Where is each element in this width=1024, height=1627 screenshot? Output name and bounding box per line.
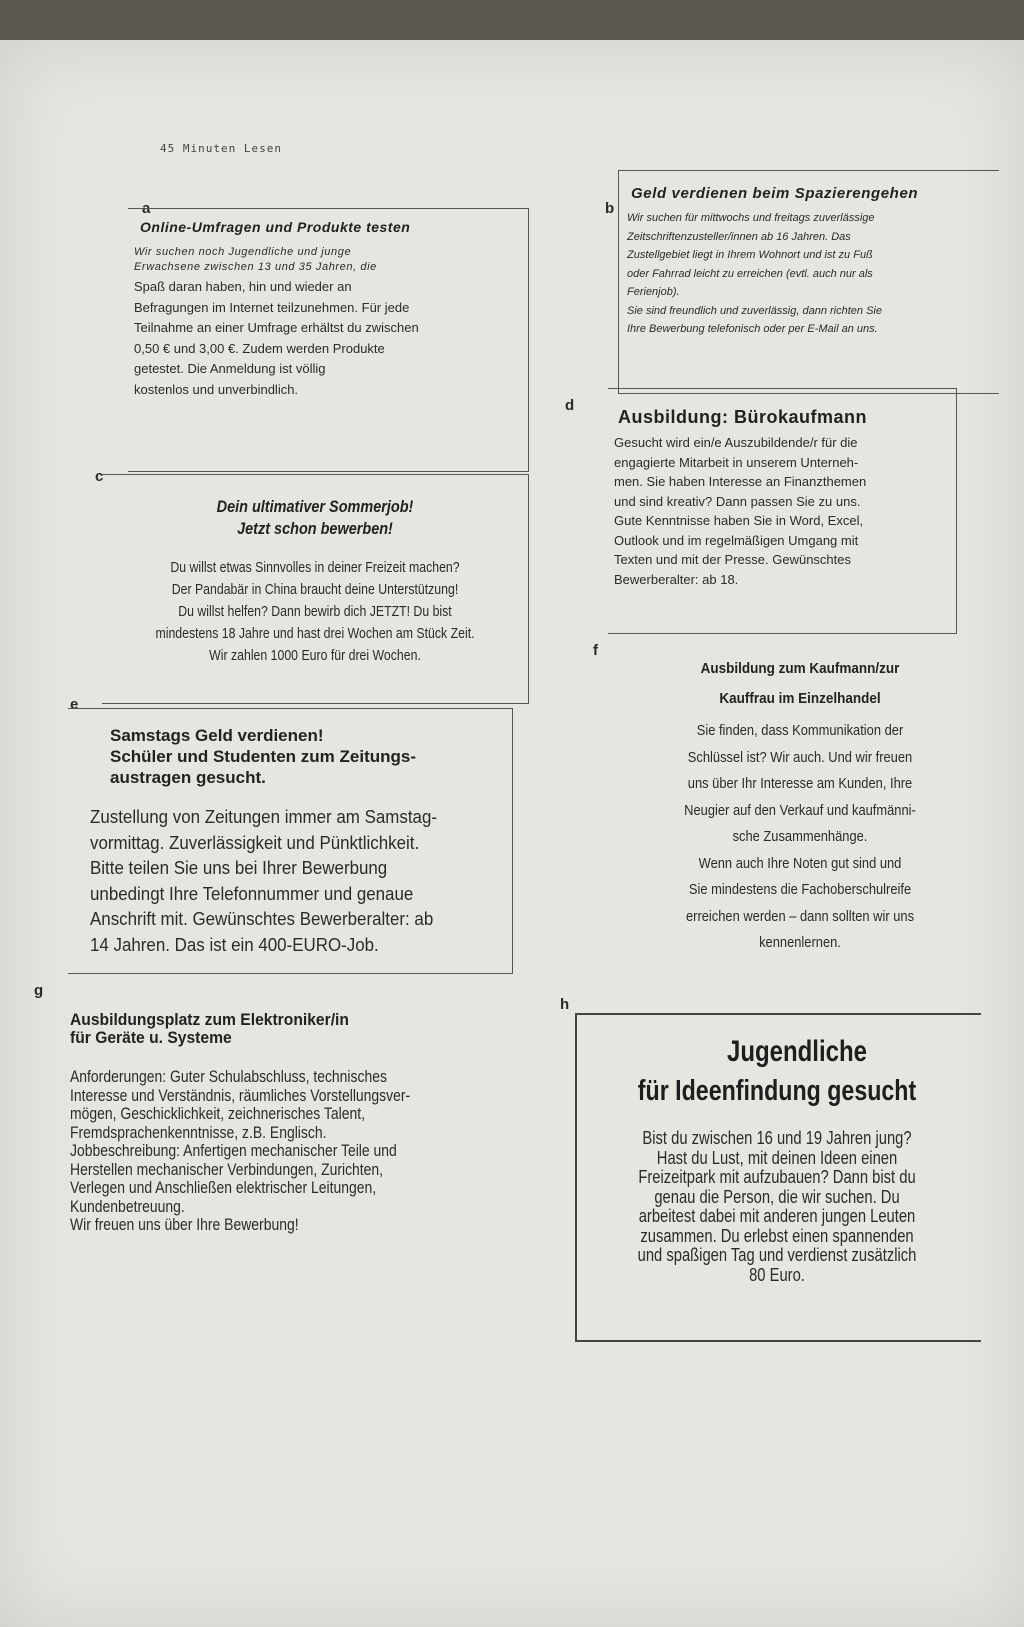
ad-f-line: erreichen werden – dann sollten wir uns [685,907,915,925]
ad-b-line: Wir suchen für mittwochs und freitags zuverlässige [627,212,875,224]
ad-g-line: Verlegen und Anschließen elektrischer Leitungen, [70,1178,377,1197]
ad-g-line: Fremdsprachenkenntnisse, z.B. Englisch. [70,1122,327,1142]
ad-c [102,474,529,704]
ad-c-line: Der Pandabär in China braucht deine Unterstützung! [171,581,459,598]
ad-e-line: vormittag. Zuverlässigkeit und Pünktlichkeit. [90,832,420,853]
ad-g-line: Kundenbetreuung. [70,1196,185,1216]
ad-d-line: men. Sie haben Interesse an Finanzthemen [614,474,867,489]
ad-e-body [90,805,437,958]
ad-f-title-line2: Kauffrau im Einzelhandel [719,690,881,707]
ad-a-line: Teilnahme an einer Umfrage erhältst du zwischen [134,320,419,335]
ad-e-line: Anschrift mit. Gewünschtes Bewerberalter: ab [90,909,434,929]
ad-b-line: Ihre Bewerbung telefonisch oder per E-Mail an uns. [627,323,878,335]
ad-g-line: Wir freuen uns über Ihre Bewerbung! [70,1215,299,1234]
ad-d-line: Texten und mit der Presse. Gewünschtes [614,552,852,567]
ad-h-line: und spaßigen Tag und verdienst zusätzlich [637,1245,917,1265]
ad-b [618,170,999,394]
ad-e-title-line: austragen gesucht. [110,768,266,787]
ad-e-label: e [70,696,79,713]
ad-a-line: getestet. Die Anmeldung ist völlig [134,361,326,376]
ad-e-title-line: Samstags Geld verdienen! [110,726,324,745]
ad-f-line: uns über Ihr Interesse am Kunden, Ihre [687,775,913,792]
ad-d-line: engagierte Mitarbeit in unserem Unterneh- [614,454,859,470]
ad-f [600,656,1000,996]
ad-h-line: arbeitest dabei mit anderen jungen Leuten [638,1206,916,1226]
ad-d-line: Bewerberalter: ab 18. [614,571,739,587]
worksheet-page [0,40,1024,1627]
ad-a-line: Befragungen im Internet teilzunehmen. Für jede [134,299,410,315]
ad-h-line: 80 Euro. [749,1264,805,1285]
ad-b-line: Zeitschriftenzusteller/innen ab 16 Jahren. Das [627,230,851,243]
ad-g-line: Anforderungen: Guter Schulabschluss, technisches [70,1067,387,1086]
ad-f-line: Schlüssel ist? Wir auch. Und wir freuen [687,748,913,766]
ad-h [575,1013,981,1342]
ad-b-title: Geld verdienen beim Spazierengehen [631,185,919,202]
ad-c-line: Du willst etwas Sinnvolles in deiner Freizeit machen? [170,559,460,576]
ad-b-line: Ferienjob). [627,286,680,298]
ad-a-line: Erwachsene zwischen 13 und 35 Jahren, die [134,260,377,273]
ad-h-body [597,1129,958,1285]
ad-e-line: Zustellung von Zeitungen immer am Samstag- [90,807,438,827]
ad-f-line: kennenlernen. [759,934,841,951]
ad-f-label: f [593,642,598,659]
ad-c-line: Du willst helfen? Dann bewirb dich JETZT! Du bist [178,603,452,620]
ad-a-body [134,242,419,400]
ad-h-label: h [560,996,570,1013]
ad-c-title-line2: Jetzt schon bewerben! [237,519,393,538]
ad-d-title: Ausbildung: Bürokaufmann [618,407,867,427]
ad-e [68,708,513,974]
ad-c-line: Wir zahlen 1000 Euro für drei Wochen. [209,647,421,664]
ad-g-body [70,1068,410,1235]
ad-h-line: Hast du Lust, mit deinen Ideen einen [656,1147,898,1168]
ad-g-line: Interesse und Verständnis, räumliches Vorstellungsver- [70,1085,411,1105]
ad-e-line: Bitte teilen Sie uns bei Ihrer Bewerbung [90,858,388,878]
ad-d [608,388,957,634]
ad-d-line: Gesucht wird ein/e Auszubildende/r für die [614,435,858,450]
ad-g-label: g [34,982,44,999]
ad-a-line: Wir suchen noch Jugendliche und junge [134,246,352,258]
ad-e-line: unbedingt Ihre Telefonnummer und genaue [90,883,414,904]
ad-d-label: d [565,397,575,414]
ad-a-label: a [142,200,151,217]
ad-h-line: Freizeitpark mit aufzubauen? Dann bist du [638,1167,916,1187]
ad-e-title [110,725,416,788]
ad-c-body [116,557,515,667]
ad-g-line: Herstellen mechanischer Verbindungen, Zurichten, [70,1159,384,1179]
ad-d-line: Outlook und im regelmäßigen Umgang mit [614,532,859,548]
ad-g [70,1010,550,1250]
ad-a-line: 0,50 € und 3,00 €. Zudem werden Produkte [134,340,385,356]
ad-h-line: zusammen. Du erlebst einen spannenden [640,1225,914,1246]
ad-b-line: Sie sind freundlich und zuverlässig, dann richten Sie [627,304,882,317]
ad-a-line: Spaß daran haben, hin und wieder an [134,279,352,294]
ad-e-title-line: Schüler und Studenten zum Zeitungs- [110,747,416,766]
ad-h-title-line2: für Ideenfindung gesucht [637,1075,917,1107]
ad-f-body [628,718,972,957]
ad-f-line: Sie mindestens die Fachoberschulreife [688,881,912,898]
section-title: 45 Minuten Lesen [160,142,282,155]
ad-g-line: Jobbeschreibung: Anfertigen mechanischer Teile und [70,1141,397,1160]
ad-d-body [614,433,866,589]
ad-d-line: und sind kreativ? Dann passen Sie zu uns. [614,493,861,509]
ad-c-title-line1: Dein ultimativer Sommerjob! [216,497,414,516]
ad-h-line: Bist du zwischen 16 und 19 Jahren jung? [642,1128,912,1148]
ad-f-line: Wenn auch Ihre Noten gut sind und [698,854,902,872]
ad-f-line: Neugier auf den Verkauf und kaufmänni- [684,801,916,819]
ad-c-label: c [95,468,104,485]
ad-a-title: Online-Umfragen und Produkte testen [140,219,411,235]
ad-d-line: Gute Kenntnisse haben Sie in Word, Excel, [614,513,864,528]
ad-c-line: mindestens 18 Jahre und hast drei Wochen am Stück Zeit. [155,625,475,642]
ad-b-line: Zustellgebiet liegt in Ihrem Wohnort und ist zu Fuß [627,249,873,261]
ad-e-line: 14 Jahren. Das ist ein 400-EURO-Job. [90,934,379,955]
ad-g-title-line1: Ausbildungsplatz zum Elektroniker/in [70,1010,349,1029]
ad-b-body [627,209,882,339]
ad-b-line: oder Fahrrad leicht zu erreichen (evtl. auch nur als [627,267,873,280]
ad-h-line: genau die Person, die wir suchen. Du [654,1186,900,1207]
ad-a-line: kostenlos und unverbindlich. [134,381,299,397]
ad-b-label: b [605,200,615,217]
ad-f-line: sche Zusammenhänge. [732,828,868,845]
ad-g-line: mögen, Geschicklichkeit, zeichnerisches Talent, [70,1104,365,1123]
ad-g-title-line2: für Geräte u. Systeme [70,1028,232,1047]
ad-h-title-line1: Jugendliche [726,1035,868,1068]
ad-f-line: Sie finden, dass Kommunikation der [696,722,904,739]
ad-f-title-line1: Ausbildung zum Kaufmann/zur [700,660,900,677]
ad-a [128,208,529,472]
